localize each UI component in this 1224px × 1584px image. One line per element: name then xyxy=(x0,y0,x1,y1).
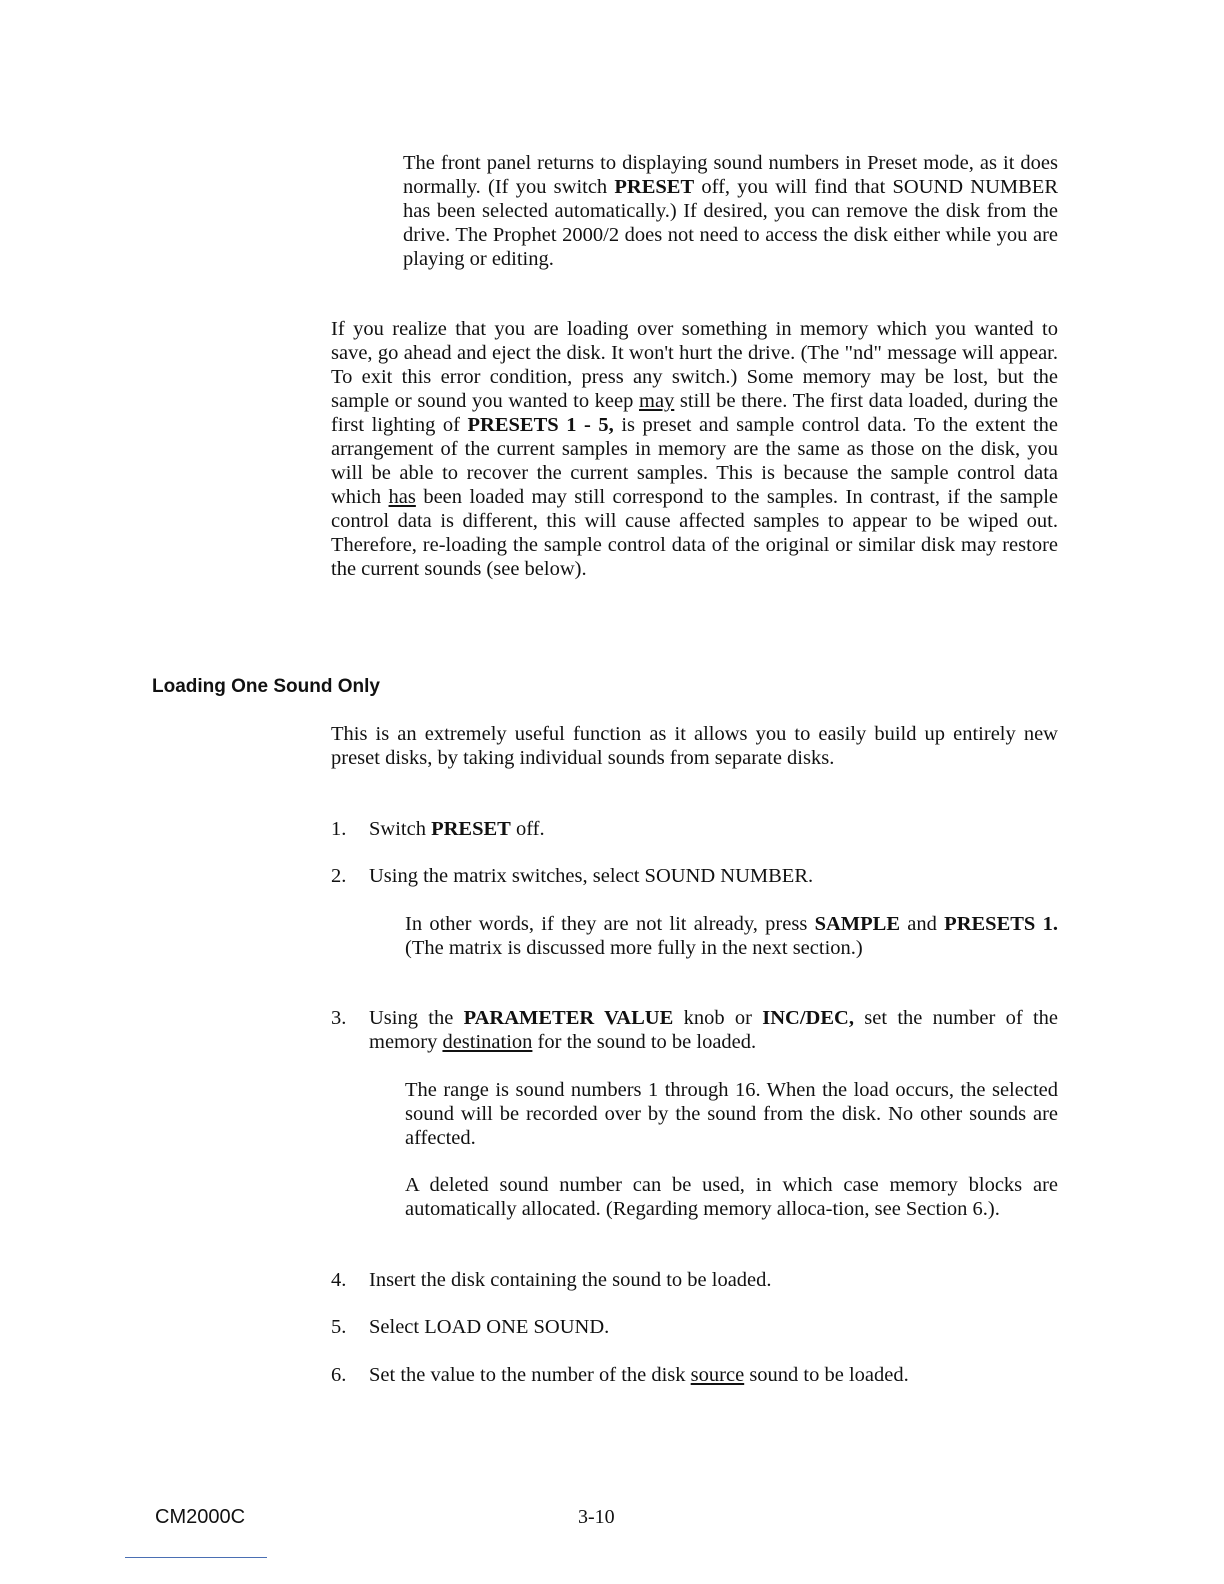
step-number: 4. xyxy=(331,1269,347,1291)
step-3-note-deleted: A deleted sound number can be used, in which case memory blocks are automatically allocated. (Regarding memory alloca-tion, see Section 6.). xyxy=(405,1174,1058,1220)
step-text: Switch PRESET off. xyxy=(369,818,545,840)
step-text: Set the value to the number of the disk source sound to be loaded. xyxy=(369,1364,909,1386)
step-number: 3. xyxy=(331,1007,347,1029)
section-heading: Loading One Sound Only xyxy=(152,676,380,697)
footer-doc-id: CM2000C xyxy=(155,1506,246,1528)
step-2-note: In other words, if they are not lit already, press SAMPLE and PRESETS 1. (The matrix is discussed more fully in the next section.) xyxy=(405,913,1058,959)
step-text: Using the matrix switches, select SOUND NUMBER. xyxy=(369,865,814,887)
step-text: Insert the disk containing the sound to be loaded. xyxy=(369,1269,772,1291)
step-number: 6. xyxy=(331,1364,347,1386)
footer-rule xyxy=(125,1557,267,1558)
step-number: 1. xyxy=(331,818,347,840)
paragraph-intro: This is an extremely useful function as it allows you to easily build up entirely new preset disks, by taking individual sounds from separate disks. xyxy=(331,723,1058,769)
paragraph-eject-disk: If you realize that you are loading over something in memory which you wanted to save, go ahead and eject the disk. It won't hurt the drive. (The "nd" message will appear. To exit this error condition, press any switch.) Some memory may be lost, but the sample or sound you wanted to keep may still be there. The first data loaded, during the first lighting of PRESETS 1 - 5, is preset and sample control data. To the extent the arrangement of the current samples in memory are the same as those on the disk, you will be able to recover the current samples. This is because the sample control data which has been loaded may still correspond to the samples. In contrast, if the sample control data is different, this will cause affected samples to appear to be wiped out. Therefore, re-loading the sample control data of the original or similar disk may restore the current sounds (see below). xyxy=(331,318,1059,580)
step-number: 5. xyxy=(331,1316,347,1338)
page-number: 3-10 xyxy=(578,1506,615,1528)
step-text: Using the PARAMETER VALUE knob or INC/DEC, set the number of the memory destination for the sound to be loaded. xyxy=(369,1007,1059,1053)
step-3-note-range: The range is sound numbers 1 through 16. When the load occurs, the selected sound will be recorded over by the sound from the disk. No other sounds are affected. xyxy=(405,1079,1058,1149)
step-number: 2. xyxy=(331,865,347,887)
paragraph-front-panel: The front panel returns to displaying sound numbers in Preset mode, as it does normally. (If you switch PRESET off, you will find that SOUND NUMBER has been selected automatically.) If desired, you can remove the disk from the drive. The Prophet 2000/2 does not need to access the disk either while you are playing or editing. xyxy=(403,152,1059,270)
step-text: Select LOAD ONE SOUND. xyxy=(369,1316,610,1338)
